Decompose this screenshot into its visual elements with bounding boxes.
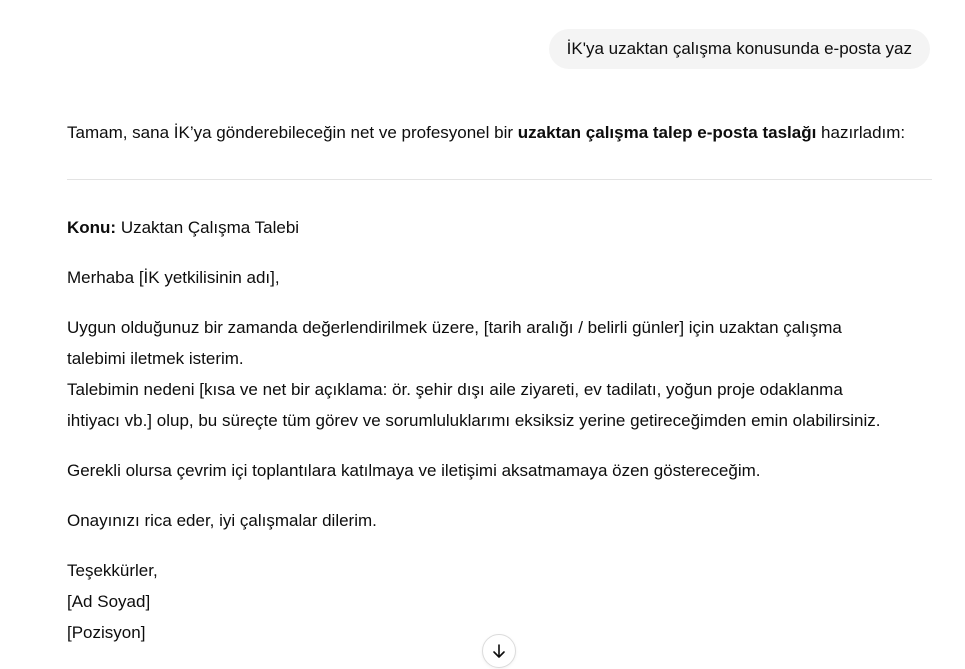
scroll-to-bottom-button[interactable] <box>482 634 516 668</box>
email-greeting <box>67 262 932 293</box>
signature-line: Teşekkürler, <box>67 561 158 580</box>
meetings-text: Gerekli olursa çevrim içi toplantılara katılmaya ve iletişimi aksatmamaya özen göstereceğim. <box>67 461 761 480</box>
intro-text-bold: uzaktan çalışma talep e-posta taslağı <box>517 123 817 142</box>
user-message-bubble <box>549 29 930 69</box>
body-line: talebimi iletmek isterim. <box>67 349 244 368</box>
assistant-message <box>67 117 932 667</box>
body-line: Talebimin nedeni [kısa ve net bir açıklama: ör. şehir dışı aile ziyareti, ev tadilatı, yoğun proje odaklanma <box>67 380 843 399</box>
email-body <box>67 312 932 436</box>
email-meetings <box>67 455 932 486</box>
email-subject <box>67 212 932 243</box>
signature-line: [Ad Soyad] <box>67 592 151 611</box>
divider <box>67 179 932 180</box>
closing-text: Onayınızı rica eder, iyi çalışmalar dilerim. <box>67 511 377 530</box>
body-line: Uygun olduğunuz bir zamanda değerlendirilmek üzere, [tarih aralığı / belirli günler] için uzaktan çalışma <box>67 318 842 337</box>
email-closing <box>67 505 932 536</box>
subject-label: Konu: <box>67 218 117 237</box>
user-message-text: İK'ya uzaktan çalışma konusunda e-posta yaz <box>566 39 912 58</box>
intro-text-before: Tamam, sana İK’ya gönderebileceğin net ve profesyonel bir <box>67 123 518 142</box>
greeting-text: Merhaba [İK yetkilisinin adı], <box>67 268 280 287</box>
subject-value: Uzaktan Çalışma Talebi <box>116 218 300 237</box>
intro-text-after: hazırladım: <box>816 123 906 142</box>
signature-line: [Pozisyon] <box>67 623 146 642</box>
arrow-down-icon <box>490 642 508 660</box>
body-line: ihtiyacı vb.] olup, bu süreçte tüm görev ve sorumluluklarımı eksiksiz yerine getireceğimden emin olabilirsiniz. <box>67 411 881 430</box>
assistant-intro <box>67 117 932 148</box>
